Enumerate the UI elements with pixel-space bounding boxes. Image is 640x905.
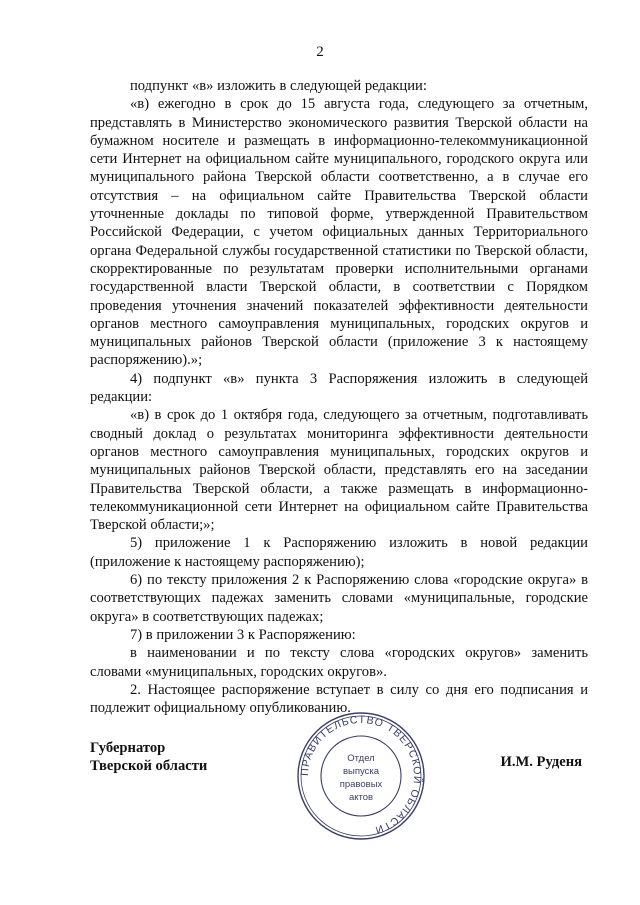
signatory-title-line1: Губернатор [90,740,166,756]
document-body [90,77,588,717]
signatory-title-line2: Тверской области [90,758,208,774]
signer-name: И.М. Руденя [500,754,582,770]
official-stamp [295,710,427,842]
stamp-ring-text: ПРАВИТЕЛЬСТВО ТВЕРСКОЙ ОБЛАСТИ [298,713,424,837]
stamp-center-line4: актов [348,792,374,803]
paragraph-item-4: 4) подпункт «в» пункта 3 Распоряжения изложить в следующей редакции: [90,370,588,406]
paragraph-subpoint-v-text: «в) ежегодно в срок до 15 августа года, следующего за отчетным, представлять в Министерство экономического развития Тверской области на бумажном носителе и размещать в информационно-телекоммуникационной сети Интернет на официальном сайте муниципального, городского округа или муниципального района Тверской области соответственно, а в случае его отсутствия – на официальном сайте Правительства Тверской области уточненные доклады по типовой форме, утвержденной Правительством Российской Федерации, с учетом официальных данных Территориального органа Федеральной службы государственной статистики по Тверской области, скорректированные по результатам проверки исполнительными органами государственной власти Тверской области, в соответствии с Порядком проведения уточнения значений показателей эффективности деятельности органов местного самоуправления муниципальных, городских округов и муниципальных районов Тверской области (приложение 3 к настоящему распоряжению).»; [90,96,588,369]
stamp-center-line1: Отдел [347,753,375,764]
page-number: 2 [316,44,324,60]
paragraph-item-6: 6) по тексту приложения 2 к Распоряжению слова «городские округа» в соответствующих падежах заменить словами «муниципальные, городские округа» в соответствующих падежах; [90,572,588,625]
paragraph-item-7: 7) в приложении 3 к Распоряжению: [130,626,356,643]
stamp-center-line2: выпуска [342,766,380,777]
paragraph-item-4-text: «в) в срок до 1 октября года, следующего за отчетным, подготавливать сводный доклад о результатах мониторинга эффективности деятельности органов местного самоуправления муниципальных, городских округов и муниципальных районов Тверской области, представлять его на заседании Правительства Тверской области, а также размещать в информационно-телекоммуникационной сети Интернет на официальном сайте Правительства Тверской области;»; [90,407,588,534]
stamp-center-line3: правовых [339,779,383,790]
paragraph-item-7-text: в наименовании и по тексту слова «городских округов» заменить словами «муниципальных, городских округов». [90,645,588,680]
signatory-title [90,739,207,775]
paragraph-subpoint-intro: подпункт «в» изложить в следующей редакции: [130,78,427,94]
paragraph-item-5: 5) приложение 1 к Распоряжению изложить в новой редакции (приложение к настоящему распоряжению); [90,535,588,570]
paragraph-point-2: 2. Настоящее распоряжение вступает в силу со дня его подписания и подлежит официальному опубликованию. [90,681,588,717]
